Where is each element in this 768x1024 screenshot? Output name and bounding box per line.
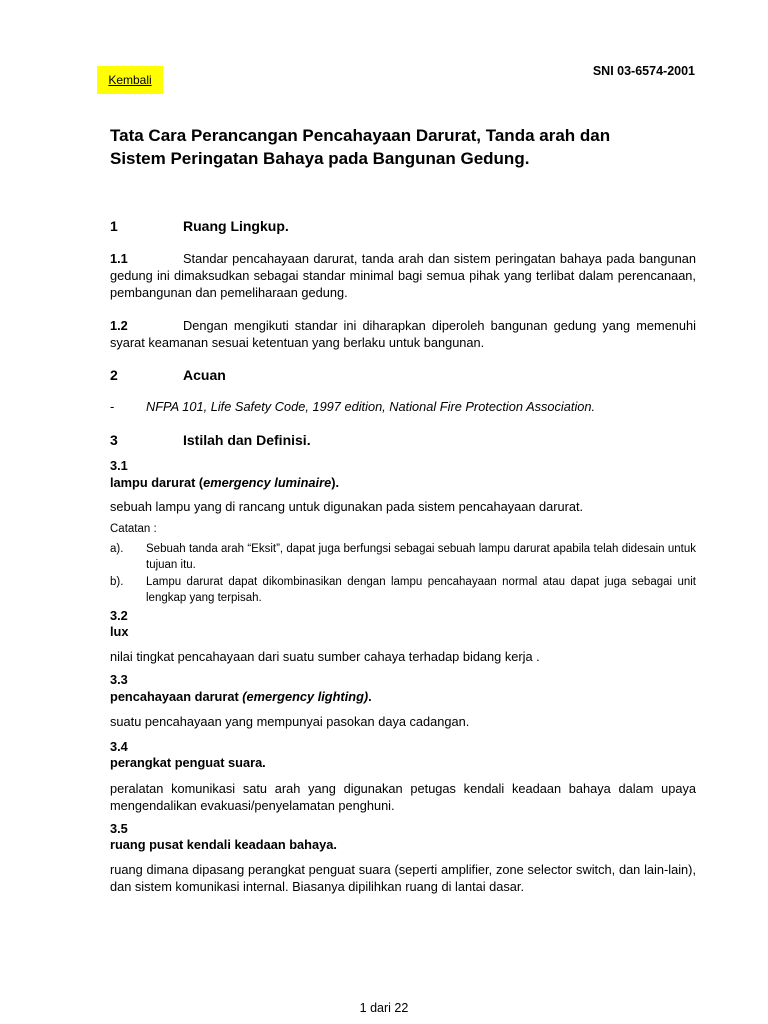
note-marker: b). xyxy=(110,576,124,588)
term-3-4-name: perangkat penguat suara. xyxy=(110,755,266,770)
note-b xyxy=(110,574,696,606)
reference-dash: - xyxy=(110,399,115,414)
section-number: 1 xyxy=(110,218,118,234)
section-title: Acuan xyxy=(183,367,226,383)
term-3-2-definition: nilai tingkat pencahayaan dari suatu sumber cahaya terhadap bidang kerja . xyxy=(110,649,540,664)
term-3-3-name: pencahayaan darurat (emergency lighting). xyxy=(110,689,372,704)
page-number: 1 dari 22 xyxy=(359,1001,409,1015)
section-1-heading xyxy=(110,218,289,234)
standard-code: SNI 03-6574-2001 xyxy=(592,64,695,78)
note-a xyxy=(110,541,696,573)
term-3-5-name: ruang pusat kendali keadaan bahaya. xyxy=(110,837,337,852)
term-3-5-number: 3.5 xyxy=(110,821,128,836)
paragraph-number: 1.2 xyxy=(110,318,128,333)
section-title: Ruang Lingkup. xyxy=(183,218,289,234)
paragraph-text: Standar pencahayaan darurat, tanda arah dan sistem peringatan bahaya pada bangunan gedung ini dimaksudkan sebagai standar minimal bagi semua pihak yang terlibat dalam perencanaan, pembangunan dan pemeliharaan gedung. xyxy=(110,251,696,300)
term-3-1-definition: sebuah lampu yang di rancang untuk digunakan pada sistem pencahayaan darurat. xyxy=(110,499,584,514)
term-3-3-number: 3.3 xyxy=(110,672,128,687)
notes-heading: Catatan : xyxy=(110,523,157,535)
term-3-1-name: lampu darurat (emergency luminaire). xyxy=(110,475,340,490)
term-3-3-definition: suatu pencahayaan yang mempunyai pasokan daya cadangan. xyxy=(110,714,470,729)
paragraph-1-1 xyxy=(110,250,696,301)
section-number: 3 xyxy=(110,432,118,448)
term-3-4-number: 3.4 xyxy=(110,739,128,754)
paragraph-number: 1.1 xyxy=(110,251,128,266)
section-2-heading xyxy=(110,367,226,383)
paragraph-text: Dengan mengikuti standar ini diharapkan diperoleh bangunan gedung yang memenuhi syarat keamanan sesuai ketentuan yang berlaku untuk bangunan. xyxy=(110,318,696,350)
term-3-4-definition: peralatan komunikasi satu arah yang digunakan petugas kendali keadaan bahaya dalam upaya mengendalikan evakuasi/penyelamatan penghuni. xyxy=(110,781,696,813)
title-line-1: Tata Cara Perancangan Pencahayaan Darurat, Tanda arah dan xyxy=(110,126,611,145)
term-3-1-number: 3.1 xyxy=(110,458,128,473)
section-number: 2 xyxy=(110,367,118,383)
back-link[interactable]: Kembali xyxy=(97,66,163,94)
title-line-2: Sistem Peringatan Bahaya pada Bangunan Gedung. xyxy=(110,149,530,168)
note-text: Sebuah tanda arah “Eksit”, dapat juga berfungsi sebagai sebuah lampu darurat apabila telah didesain untuk tujuan itu. xyxy=(146,543,696,571)
note-marker: a). xyxy=(110,543,124,555)
reference-text: NFPA 101, Life Safety Code, 1997 edition, National Fire Protection Association. xyxy=(146,399,596,414)
document-title xyxy=(110,124,670,170)
section-3-heading xyxy=(110,432,311,448)
reference-item xyxy=(110,399,595,414)
term-3-2-name: lux xyxy=(110,624,129,639)
paragraph-1-2 xyxy=(110,317,696,351)
term-3-2-number: 3.2 xyxy=(110,608,128,623)
section-title: Istilah dan Definisi. xyxy=(183,432,311,448)
note-text: Lampu darurat dapat dikombinasikan dengan lampu pencahayaan normal atau dapat juga sebagai unit lengkap yang terpisah. xyxy=(146,576,696,604)
term-3-5-definition: ruang dimana dipasang perangkat penguat suara (seperti amplifier, zone selector switch, dan lain-lain), dan sistem komunikasi internal. Biasanya dipilihkan ruang di lantai dasar. xyxy=(110,862,696,894)
